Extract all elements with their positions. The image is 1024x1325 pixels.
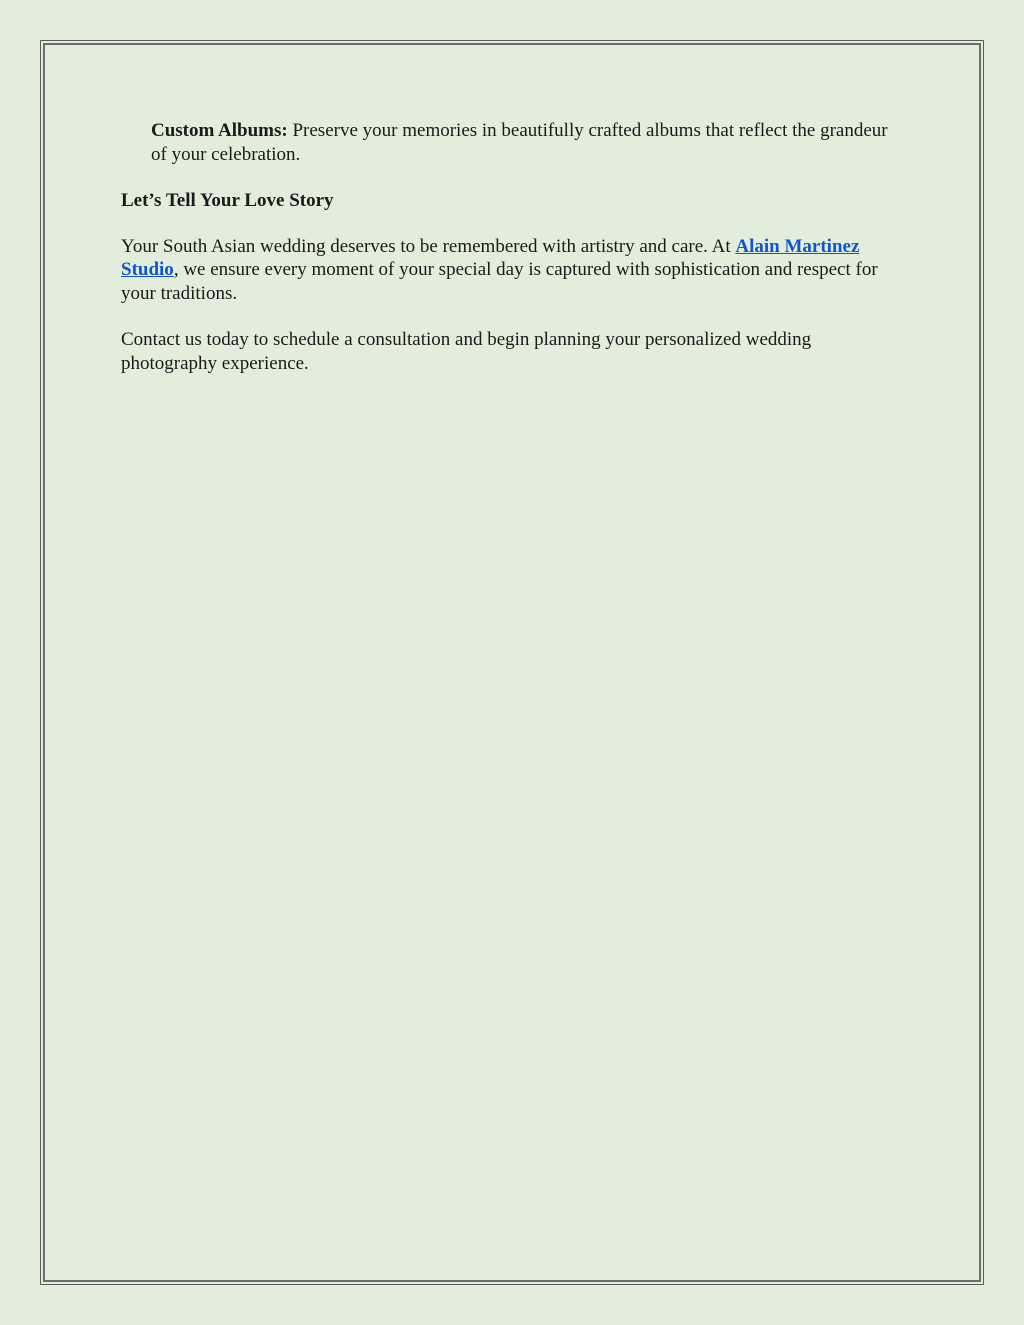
studio-link[interactable]: Alain Martinez Studio: [121, 235, 860, 280]
section-heading: Let’s Tell Your Love Story: [121, 190, 334, 211]
intro-paragraph: [121, 235, 901, 306]
intro-text-before-link: Your South Asian wedding deserves to be remembered with artistry and care. At: [121, 235, 736, 257]
contact-paragraph: Contact us today to schedule a consultation and begin planning your personalized wedding photography experience.: [121, 329, 812, 374]
custom-albums-paragraph: [151, 119, 901, 166]
custom-albums-text: Preserve your memories in beautifully crafted albums that reflect the grandeur of your celebration.: [151, 120, 888, 165]
document-body: [121, 119, 901, 398]
intro-text-after-link: , we ensure every moment of your special day is captured with sophistication and respect for your traditions.: [121, 259, 878, 304]
custom-albums-label: Custom Albums:: [151, 120, 288, 141]
